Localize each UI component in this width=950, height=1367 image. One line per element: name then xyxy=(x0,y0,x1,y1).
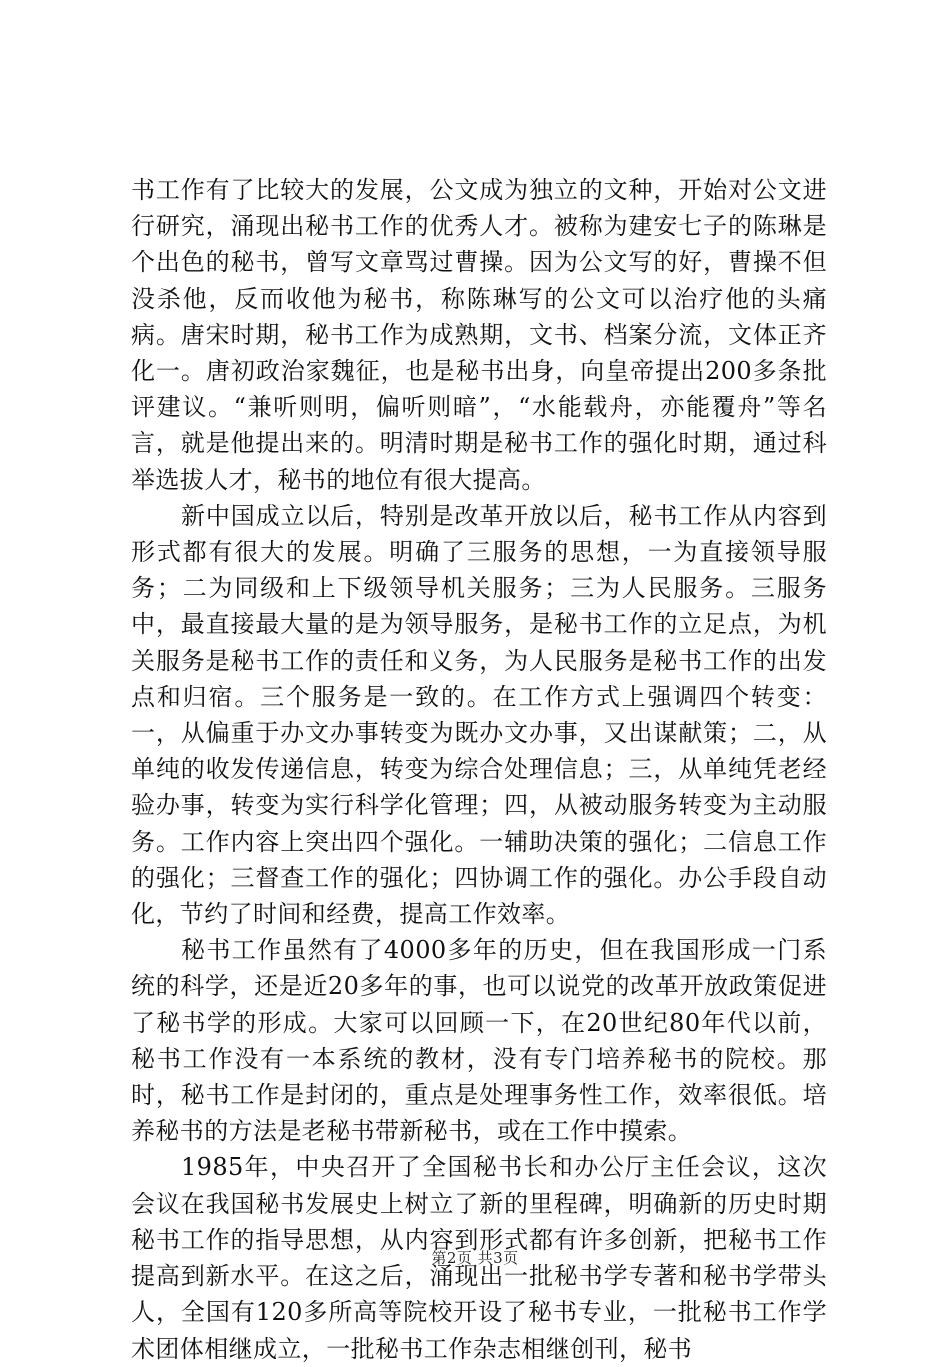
paragraph-1: 书工作有了比较大的发展，公文成为独立的文种，开始对公文进行研究，涌现出秘书工作的优秀人才。被称为建安七子的陈琳是个出色的秘书，曾写文章骂过曹操。因为公文写的好，曹操不但没杀他，反而收他为秘书，称陈琳写的公文可以治疗他的头痛病。唐宋时期，秘书工作为成熟期，文书、档案分流，文体正齐化一。唐初政治家魏征，也是秘书出身，向皇帝提出200多条批评建议。“兼听则明，偏听则暗”，“水能载舟，亦能覆舟”等名言，就是他提出来的。明清时期是秘书工作的强化时期，通过科举选拔人才，秘书的地位有很大提高。 xyxy=(131,176,827,494)
paragraph-2: 新中国成立以后，特别是改革开放以后，秘书工作从内容到形式都有很大的发展。明确了三服务的思想，一为直接领导服务；二为同级和上下级领导机关服务；三为人民服务。三服务中，最直接最大量的是为领导服务，是秘书工作的立足点，为机关服务是秘书工作的责任和义务，为人民服务是秘书工作的出发点和归宿。三个服务是一致的。在工作方式上强调四个转变：一，从偏重于办文办事转变为既办文办事，又出谋献策；二，从单纯的收发传递信息，转变为综合处理信息；三，从单纯凭老经验办事，转变为实行科学化管理；四，从被动服务转变为主动服务。工作内容上突出四个强化。一辅助决策的强化；二信息工作的强化；三督查工作的强化；四协调工作的强化。办公手段自动化，节约了时间和经费，提高工作效率。 xyxy=(131,501,827,929)
page-footer: 第2页 共3页 xyxy=(431,1249,519,1267)
paragraph-3: 秘书工作虽然有了4000多年的历史，但在我国形成一门系统的科学，还是近20多年的事，也可以说党的改革开放政策促进了秘书学的形成。大家可以回顾一下，在20世纪80年代以前，秘书工作没有一本系统的教材，没有专门培养秘书的院校。那时，秘书工作是封闭的，重点是处理事务性工作，效率很低。培养秘书的方法是老秘书带新秘书，或在工作中摸索。 xyxy=(131,936,827,1146)
document-body xyxy=(131,172,827,1367)
paragraph-4: 1985年，中央召开了全国秘书长和办公厅主任会议，这次会议在我国秘书发展史上树立了新的里程碑，明确新的历史时期秘书工作的指导思想，从内容到形式都有许多创新，把秘书工作提高到新水平。在这之后，涌现出一批秘书学专著和秘书学带头人，全国有120多所高等院校开设了秘书专业，一批秘书工作学术团体相继成立，一批秘书工作杂志相继创刊，秘书 xyxy=(131,1153,827,1363)
